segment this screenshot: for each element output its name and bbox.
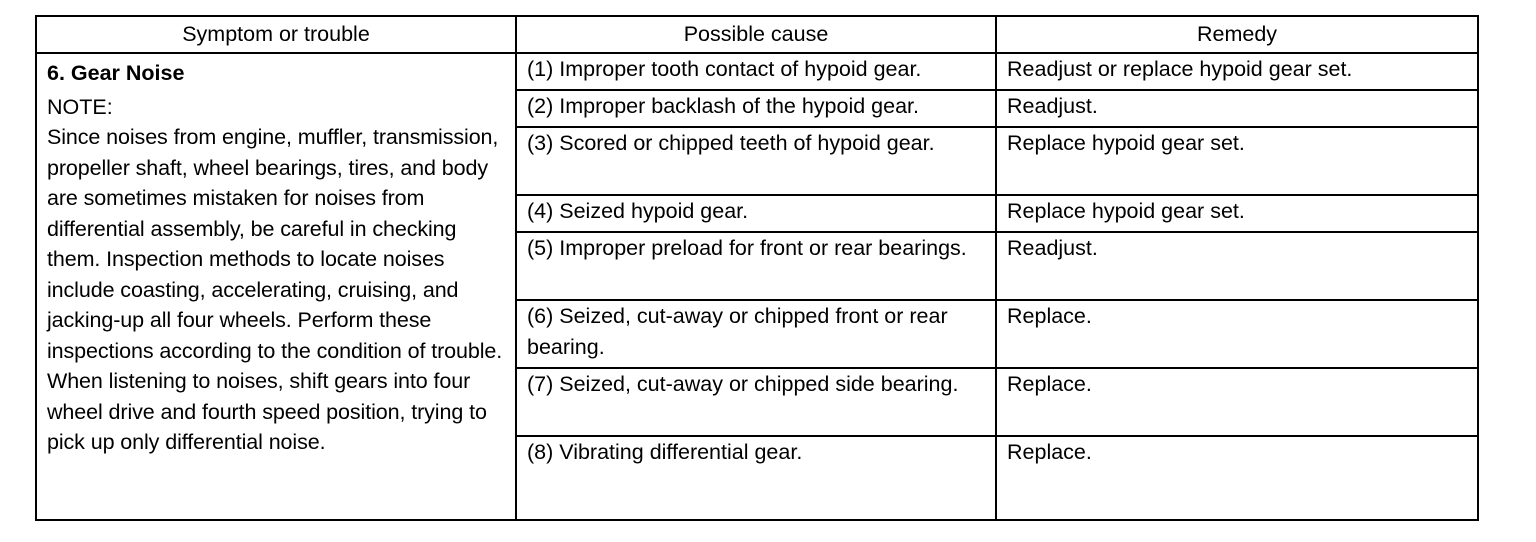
- troubleshooting-table: [35, 15, 1479, 521]
- cause-cell: (8) Vibrating differential gear.: [516, 436, 996, 520]
- note-label: NOTE:: [47, 94, 113, 119]
- header-symptom: Symptom or trouble: [36, 16, 516, 53]
- remedy-cell: Readjust.: [996, 232, 1478, 300]
- remedy-cell: Replace hypoid gear set.: [996, 127, 1478, 195]
- symptom-title: 6. Gear Noise: [47, 61, 185, 85]
- table-row: [36, 53, 1478, 90]
- cause-cell: (7) Seized, cut-away or chipped side bearing.: [516, 368, 996, 436]
- note-text: Since noises from engine, muffler, transmission, propeller shaft, wheel bearings, tires, and body are sometimes mistaken for noises from differential assembly, be careful in checking them. Inspection methods to locate noises include coasting, accelerating, cruising, and jacking-up all four wheels. Perform these inspections according to the condition of trouble. When listening to noises, shift gears into four wheel drive and fourth speed position, trying to pick up only differential noise.: [47, 125, 503, 454]
- cause-cell: (3) Scored or chipped teeth of hypoid gear.: [516, 127, 996, 195]
- remedy-cell: Replace.: [996, 300, 1478, 368]
- header-row: [36, 16, 1478, 53]
- cause-cell: (6) Seized, cut-away or chipped front or rear bearing.: [516, 300, 996, 368]
- header-remedy: Remedy: [996, 16, 1478, 53]
- remedy-cell: Readjust or replace hypoid gear set.: [996, 53, 1478, 90]
- cause-cell: (2) Improper backlash of the hypoid gear.: [516, 90, 996, 127]
- remedy-cell: Readjust.: [996, 90, 1478, 127]
- cause-cell: (5) Improper preload for front or rear bearings.: [516, 232, 996, 300]
- cause-cell: (4) Seized hypoid gear.: [516, 195, 996, 232]
- header-cause: Possible cause: [516, 16, 996, 53]
- remedy-cell: Replace.: [996, 368, 1478, 436]
- remedy-cell: Replace hypoid gear set.: [996, 195, 1478, 232]
- cause-cell: (1) Improper tooth contact of hypoid gear.: [516, 53, 996, 90]
- remedy-cell: Replace.: [996, 436, 1478, 520]
- symptom-cell: [36, 53, 516, 520]
